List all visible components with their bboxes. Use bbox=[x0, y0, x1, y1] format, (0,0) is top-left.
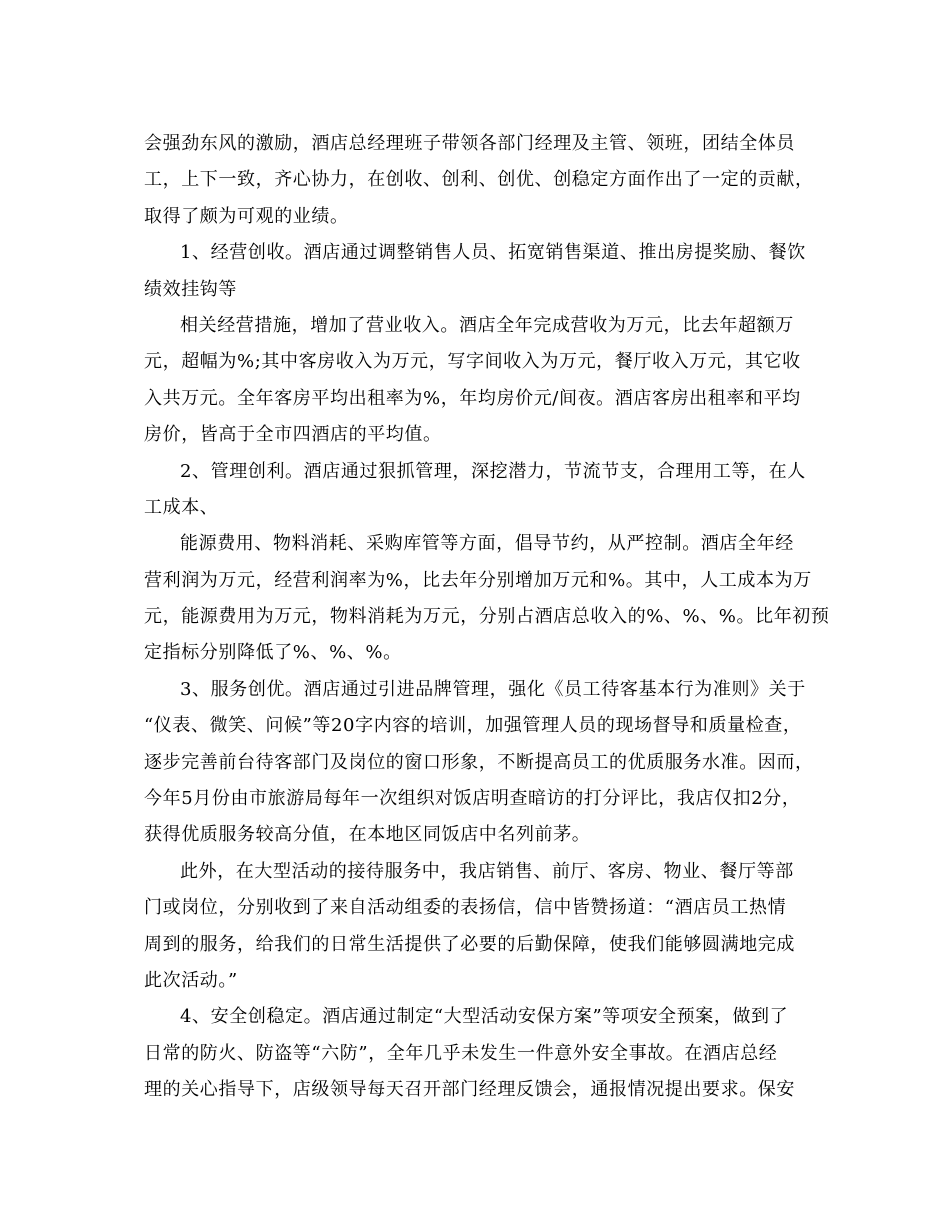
text-line: 逐步完善前台待客部门及岗位的窗口形象，不断提高员工的优质服务水准。因而， bbox=[144, 751, 814, 773]
text-line: 1、经营创收。酒店通过调整销售人员、拓宽销售渠道、推出房提奖励、餐饮 bbox=[180, 242, 806, 264]
text-line: 2、管理创利。酒店通过狠抓管理，深挖潜力，节流节支，合理用工等，在人 bbox=[180, 460, 806, 482]
text-line: 会强劲东风的激励，酒店总经理班子带领各部门经理及主管、领班，团结全体员 bbox=[144, 133, 795, 154]
text-line: 入共万元。全年客房平均出租率为%，年均房价元/间夜。酒店客房出租率和平均 bbox=[144, 387, 801, 409]
text-line: “仪表、微笑、问候”等20字内容的培训，加强管理人员的现场督导和质量检查， bbox=[144, 715, 802, 737]
text-line: 取得了颇为可观的业绩。 bbox=[144, 205, 349, 227]
text-line: 能源费用、物料消耗、采购库管等方面，倡导节约，从严控制。酒店全年经 bbox=[180, 533, 794, 555]
text-line: 元，能源费用为万元，物料消耗为万元，分别占酒店总收入的%、%、%。比年初预 bbox=[144, 606, 830, 628]
text-line: 定指标分别降低了%、%、%。 bbox=[144, 642, 402, 664]
text-line: 相关经营措施，增加了营业收入。酒店全年完成营收为万元，比去年超额万 bbox=[180, 314, 794, 336]
text-line: 理的关心指导下，店级领导每天召开部门经理反馈会，通报情况提出要求。保安 bbox=[144, 1079, 795, 1101]
text-line: 日常的防火、防盗等“六防”，全年几乎未发生一件意外安全事故。在酒店总经 bbox=[144, 1042, 778, 1064]
text-line: 工，上下一致，齐心协力，在创收、创利、创优、创稳定方面作出了一定的贡献， bbox=[144, 169, 814, 191]
text-line: 此外，在大型活动的接待服务中，我店销售、前厅、客房、物业、餐厅等部 bbox=[180, 860, 794, 882]
text-line: 4、安全创稳定。酒店通过制定“大型活动安保方案”等项安全预案，做到了 bbox=[180, 1006, 789, 1028]
text-line: 工成本、 bbox=[144, 496, 219, 518]
text-line: 绩效挂钩等 bbox=[144, 278, 237, 300]
text-line: 3、服务创优。酒店通过引进品牌管理，强化《员工待客基本行为准则》关于 bbox=[180, 678, 806, 700]
text-line: 房价，皆高于全市四酒店的平均值。 bbox=[144, 424, 442, 446]
text-line: 门或岗位，分别收到了来自活动组委的表扬信，信中皆赞扬道：“酒店员工热情 bbox=[144, 897, 787, 919]
text-line: 元，超幅为%;其中客房收入为万元，写字间收入为万元，餐厅收入万元，其它收 bbox=[144, 351, 801, 373]
text-line: 获得优质服务较高分值，在本地区同饭店中名列前茅。 bbox=[144, 824, 591, 846]
text-line: 此次活动。” bbox=[144, 969, 238, 991]
text-line: 今年5月份由市旅游局每年一次组织对饭店明查暗访的打分评比，我店仅扣2分， bbox=[144, 788, 801, 810]
text-line: 周到的服务，给我们的日常生活提供了必要的后勤保障，使我们能够圆满地完成 bbox=[144, 933, 795, 955]
document-body bbox=[144, 126, 830, 1109]
text-line: 营利润为万元，经营利润率为%，比去年分别增加万元和%。其中，人工成本为万 bbox=[144, 569, 812, 591]
